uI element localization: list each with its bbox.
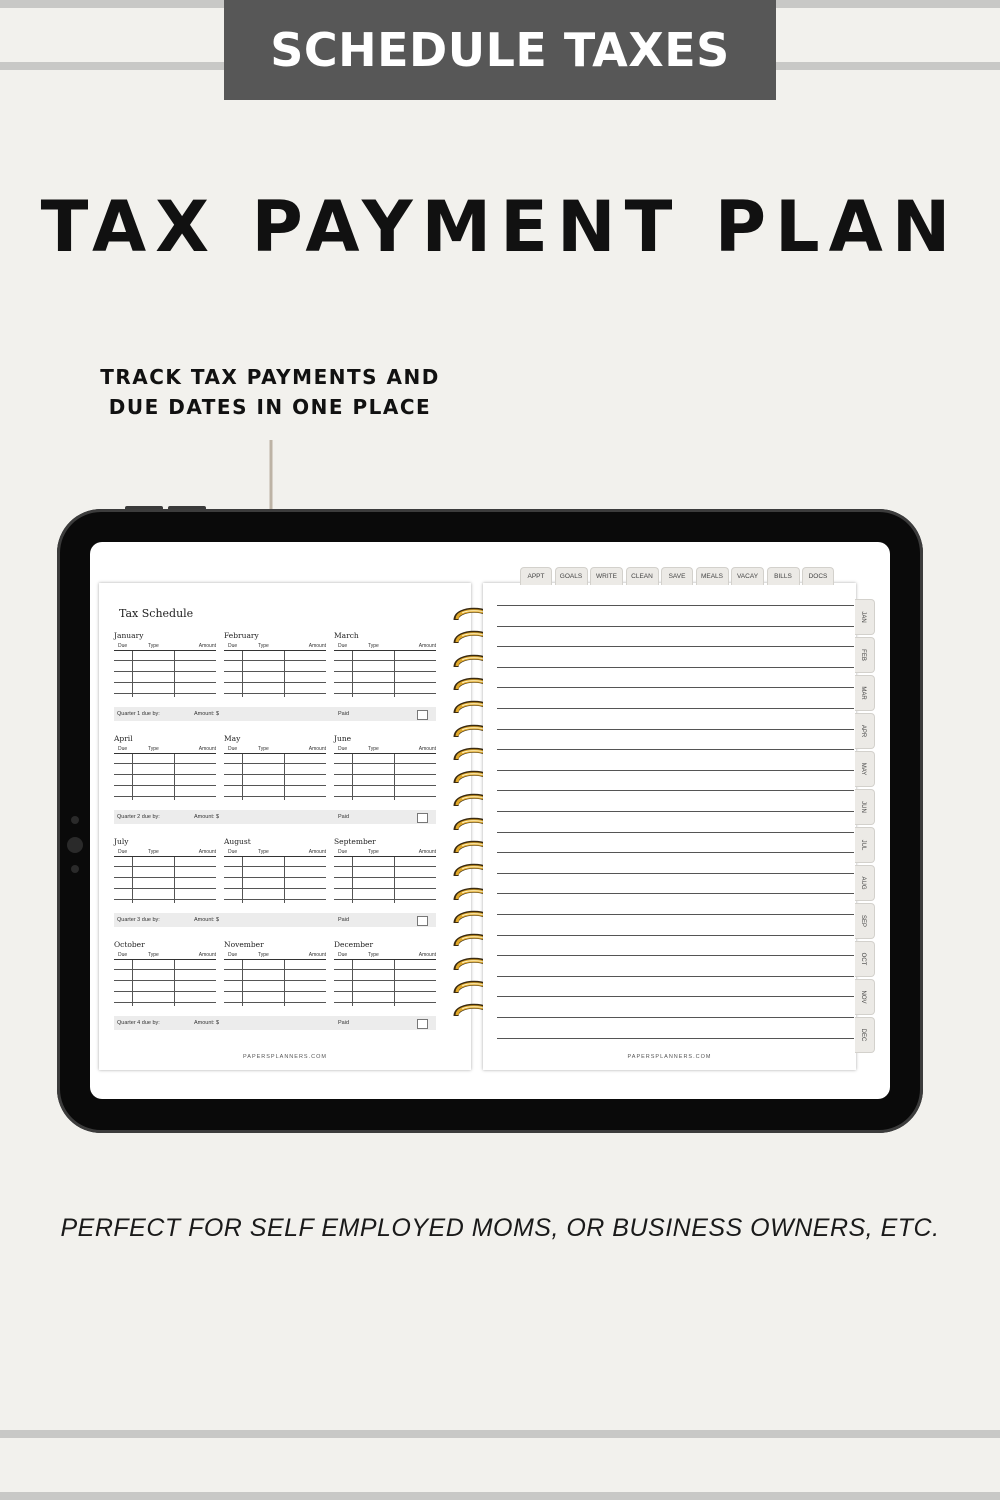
due-header: Due bbox=[118, 849, 128, 855]
grid-line bbox=[224, 774, 326, 775]
due-header: Due bbox=[338, 952, 348, 958]
grid-divider bbox=[174, 857, 175, 903]
type-header: Type bbox=[258, 643, 269, 649]
type-header: Type bbox=[258, 746, 269, 752]
tagline: PERFECT FOR SELF EMPLOYED MOMS, OR BUSINESS OWNERS, ETC. bbox=[60, 1214, 940, 1242]
type-header: Type bbox=[258, 849, 269, 855]
grid-line bbox=[114, 774, 216, 775]
amount-header: Amount bbox=[308, 849, 326, 855]
due-header: Due bbox=[228, 746, 238, 752]
month-name: December bbox=[334, 940, 374, 949]
grid-line bbox=[114, 763, 216, 764]
quarter-bar bbox=[114, 810, 436, 824]
grid-divider bbox=[352, 651, 353, 697]
grid-line bbox=[334, 693, 436, 694]
month-block bbox=[334, 837, 436, 903]
ruled-line bbox=[497, 667, 854, 668]
month-block bbox=[114, 631, 216, 697]
column-headers bbox=[224, 746, 326, 754]
tab-feb[interactable] bbox=[855, 637, 875, 673]
tab-appt[interactable]: APPT bbox=[520, 567, 552, 585]
ruled-line bbox=[497, 770, 854, 771]
month-block bbox=[334, 734, 436, 800]
grid-line bbox=[334, 660, 436, 661]
amount-header: Amount bbox=[418, 849, 436, 855]
tab-bills[interactable]: BILLS bbox=[767, 567, 800, 585]
ruled-line bbox=[497, 646, 854, 647]
tab-meals[interactable]: MEALS bbox=[696, 567, 729, 585]
grid-line bbox=[224, 763, 326, 764]
grid-line bbox=[114, 888, 216, 889]
tab-jun[interactable] bbox=[855, 789, 875, 825]
grid-line bbox=[334, 796, 436, 797]
grid-line bbox=[334, 774, 436, 775]
grid-line bbox=[224, 660, 326, 661]
quarter-amount[interactable]: Amount: $ bbox=[194, 917, 220, 923]
grid-divider bbox=[132, 857, 133, 903]
month-name: July bbox=[114, 837, 129, 846]
type-header: Type bbox=[148, 952, 159, 958]
callout-line-2: DUE DATES IN ONE PLACE bbox=[108, 395, 432, 419]
payment-grid[interactable] bbox=[334, 754, 436, 800]
grid-line bbox=[334, 980, 436, 981]
grid-line bbox=[224, 899, 326, 900]
side-tab-label: DEC bbox=[860, 1028, 866, 1042]
grid-divider bbox=[394, 651, 395, 697]
banner-title: SCHEDULE TAXES bbox=[224, 0, 776, 100]
grid-line bbox=[224, 969, 326, 970]
ruled-line bbox=[497, 914, 854, 915]
side-tab-label: APR bbox=[860, 724, 866, 738]
grid-line bbox=[224, 693, 326, 694]
grid-divider bbox=[242, 960, 243, 1006]
column-headers bbox=[114, 746, 216, 754]
grid-line bbox=[114, 899, 216, 900]
type-header: Type bbox=[148, 643, 159, 649]
grid-line bbox=[114, 660, 216, 661]
due-header: Due bbox=[338, 643, 348, 649]
ruled-line bbox=[497, 996, 854, 997]
amount-header: Amount bbox=[198, 746, 216, 752]
tab-write[interactable]: WRITE bbox=[590, 567, 623, 585]
quarter-label: Quarter 4 due by: bbox=[117, 1020, 160, 1026]
month-block bbox=[224, 734, 326, 800]
side-tab-label: OCT bbox=[860, 952, 866, 966]
month-block bbox=[224, 631, 326, 697]
ruled-line bbox=[497, 976, 854, 977]
type-header: Type bbox=[368, 643, 379, 649]
tab-save[interactable]: SAVE bbox=[661, 567, 693, 585]
quarter-label: Quarter 1 due by: bbox=[117, 711, 160, 717]
column-headers bbox=[114, 952, 216, 960]
month-name: August bbox=[224, 837, 251, 846]
grid-line bbox=[224, 980, 326, 981]
grid-line bbox=[334, 785, 436, 786]
page-title: TAX PAYMENT PLAN bbox=[40, 186, 960, 268]
grid-line bbox=[334, 991, 436, 992]
payment-grid[interactable] bbox=[114, 754, 216, 800]
month-name: May bbox=[224, 734, 241, 743]
grid-line bbox=[224, 796, 326, 797]
grid-divider bbox=[394, 857, 395, 903]
amount-header: Amount bbox=[308, 952, 326, 958]
paid-checkbox[interactable] bbox=[417, 710, 428, 720]
grid-divider bbox=[242, 651, 243, 697]
grid-line bbox=[114, 980, 216, 981]
type-header: Type bbox=[258, 952, 269, 958]
quarter-label: Quarter 3 due by: bbox=[117, 917, 160, 923]
grid-line bbox=[334, 969, 436, 970]
ruled-line bbox=[497, 687, 854, 688]
payment-grid[interactable] bbox=[334, 651, 436, 697]
side-tab-label: JAN bbox=[860, 611, 866, 623]
ruled-line bbox=[497, 1017, 854, 1018]
quarter-bar bbox=[114, 1016, 436, 1030]
tab-oct[interactable] bbox=[855, 941, 875, 977]
quarter-paid-label: Paid bbox=[338, 711, 350, 717]
month-name: January bbox=[114, 631, 144, 640]
grid-line bbox=[334, 671, 436, 672]
due-header: Due bbox=[118, 643, 128, 649]
grid-line bbox=[224, 991, 326, 992]
column-headers bbox=[114, 643, 216, 651]
grid-line bbox=[334, 1002, 436, 1003]
right-page-footer: PAPERSPLANNERS.COM bbox=[627, 1054, 712, 1060]
column-headers bbox=[224, 952, 326, 960]
grid-line bbox=[224, 1002, 326, 1003]
column-headers bbox=[114, 849, 216, 857]
paid-checkbox[interactable] bbox=[417, 1019, 428, 1029]
quarter-paid-label: Paid bbox=[338, 1020, 350, 1026]
bottom-band-inner bbox=[0, 1438, 1000, 1492]
amount-header: Amount bbox=[418, 643, 436, 649]
tab-jan[interactable] bbox=[855, 599, 875, 635]
column-headers bbox=[224, 849, 326, 857]
grid-line bbox=[114, 866, 216, 867]
month-block bbox=[114, 734, 216, 800]
tax-schedule-page bbox=[99, 583, 471, 1070]
month-block bbox=[224, 940, 326, 1006]
month-name: October bbox=[114, 940, 145, 949]
grid-line bbox=[114, 969, 216, 970]
grid-line bbox=[334, 866, 436, 867]
grid-line bbox=[224, 888, 326, 889]
ruled-line bbox=[497, 790, 854, 791]
month-block bbox=[114, 837, 216, 903]
quarter-paid-label: Paid bbox=[338, 917, 350, 923]
grid-divider bbox=[352, 960, 353, 1006]
month-name: September bbox=[334, 837, 376, 846]
payment-grid[interactable] bbox=[224, 960, 326, 1006]
grid-divider bbox=[242, 754, 243, 800]
month-block bbox=[224, 837, 326, 903]
grid-divider bbox=[284, 960, 285, 1006]
grid-line bbox=[224, 682, 326, 683]
grid-line bbox=[334, 888, 436, 889]
type-header: Type bbox=[368, 849, 379, 855]
ruled-line bbox=[497, 893, 854, 894]
ruled-line bbox=[497, 832, 854, 833]
amount-header: Amount bbox=[308, 643, 326, 649]
grid-line bbox=[334, 763, 436, 764]
tab-sep[interactable] bbox=[855, 903, 875, 939]
due-header: Due bbox=[118, 952, 128, 958]
quarter-bar bbox=[114, 707, 436, 721]
month-block bbox=[334, 940, 436, 1006]
callout-text bbox=[60, 362, 480, 422]
side-tab-label: FEB bbox=[860, 649, 866, 661]
month-name: April bbox=[114, 734, 133, 743]
ruled-line bbox=[497, 729, 854, 730]
amount-header: Amount bbox=[418, 746, 436, 752]
paid-checkbox[interactable] bbox=[417, 813, 428, 823]
ruled-line bbox=[497, 605, 854, 606]
tablet-sensor bbox=[71, 865, 79, 873]
payment-grid[interactable] bbox=[224, 857, 326, 903]
payment-grid[interactable] bbox=[224, 754, 326, 800]
payment-grid[interactable] bbox=[114, 960, 216, 1006]
tablet-camera-lens bbox=[67, 837, 83, 853]
left-page-footer: PAPERSPLANNERS.COM bbox=[243, 1054, 327, 1060]
grid-line bbox=[114, 796, 216, 797]
grid-line bbox=[334, 877, 436, 878]
tab-mar[interactable] bbox=[855, 675, 875, 711]
ruled-line bbox=[497, 955, 854, 956]
grid-line bbox=[114, 671, 216, 672]
side-tab-label: JUL bbox=[860, 839, 866, 851]
amount-header: Amount bbox=[198, 849, 216, 855]
tab-docs[interactable]: DOCS bbox=[802, 567, 834, 585]
type-header: Type bbox=[148, 849, 159, 855]
ruled-line bbox=[497, 852, 854, 853]
column-headers bbox=[334, 643, 436, 651]
ruled-line bbox=[497, 708, 854, 709]
due-header: Due bbox=[228, 952, 238, 958]
quarter-amount[interactable]: Amount: $ bbox=[194, 814, 220, 820]
column-headers bbox=[334, 952, 436, 960]
side-tab-label: AUG bbox=[860, 876, 866, 890]
column-headers bbox=[224, 643, 326, 651]
ruled-line bbox=[497, 935, 854, 936]
payment-grid[interactable] bbox=[334, 857, 436, 903]
tab-jul[interactable] bbox=[855, 827, 875, 863]
grid-line bbox=[114, 682, 216, 683]
grid-divider bbox=[132, 960, 133, 1006]
tab-nov[interactable] bbox=[855, 979, 875, 1015]
amount-header: Amount bbox=[198, 952, 216, 958]
grid-line bbox=[114, 991, 216, 992]
column-headers bbox=[334, 746, 436, 754]
due-header: Due bbox=[338, 849, 348, 855]
due-header: Due bbox=[228, 643, 238, 649]
callout-line-1: TRACK TAX PAYMENTS AND bbox=[100, 365, 440, 389]
tab-apr[interactable] bbox=[855, 713, 875, 749]
month-block bbox=[334, 631, 436, 697]
grid-divider bbox=[174, 754, 175, 800]
grid-line bbox=[224, 785, 326, 786]
type-header: Type bbox=[368, 952, 379, 958]
grid-line bbox=[224, 877, 326, 878]
month-name: November bbox=[224, 940, 264, 949]
tablet-screen bbox=[90, 542, 890, 1099]
payment-grid[interactable] bbox=[224, 651, 326, 697]
amount-header: Amount bbox=[198, 643, 216, 649]
amount-header: Amount bbox=[418, 952, 436, 958]
ruled-line bbox=[497, 749, 854, 750]
tax-schedule-title: Tax Schedule bbox=[119, 607, 194, 620]
grid-divider bbox=[352, 857, 353, 903]
grid-line bbox=[114, 693, 216, 694]
side-tab-label: MAY bbox=[860, 762, 866, 776]
side-tab-label: JUN bbox=[860, 801, 866, 813]
due-header: Due bbox=[338, 746, 348, 752]
payment-grid[interactable] bbox=[334, 960, 436, 1006]
quarter-bar bbox=[114, 913, 436, 927]
side-tab-label: MAR bbox=[860, 686, 866, 700]
month-block bbox=[114, 940, 216, 1006]
month-name: March bbox=[334, 631, 359, 640]
tab-aug[interactable] bbox=[855, 865, 875, 901]
due-header: Due bbox=[118, 746, 128, 752]
payment-grid[interactable] bbox=[114, 857, 216, 903]
amount-header: Amount bbox=[308, 746, 326, 752]
grid-line bbox=[114, 1002, 216, 1003]
ruled-line bbox=[497, 811, 854, 812]
side-tab-label: SEP bbox=[860, 914, 866, 927]
tablet-camera bbox=[71, 816, 79, 824]
column-headers bbox=[334, 849, 436, 857]
quarter-label: Quarter 2 due by: bbox=[117, 814, 160, 820]
grid-divider bbox=[352, 754, 353, 800]
tab-clean[interactable]: CLEAN bbox=[626, 567, 659, 585]
grid-line bbox=[114, 785, 216, 786]
tab-vacay[interactable]: VACAY bbox=[731, 567, 764, 585]
grid-line bbox=[334, 682, 436, 683]
grid-divider bbox=[242, 857, 243, 903]
grid-line bbox=[224, 866, 326, 867]
quarter-amount[interactable]: Amount: $ bbox=[194, 711, 220, 717]
grid-divider bbox=[132, 754, 133, 800]
payment-grid[interactable] bbox=[114, 651, 216, 697]
side-tab-label: NOV bbox=[860, 990, 866, 1004]
month-name: June bbox=[334, 734, 352, 743]
grid-line bbox=[114, 877, 216, 878]
grid-divider bbox=[394, 960, 395, 1006]
grid-divider bbox=[174, 960, 175, 1006]
grid-line bbox=[224, 671, 326, 672]
month-name: February bbox=[224, 631, 259, 640]
quarter-paid-label: Paid bbox=[338, 814, 350, 820]
ruled-line bbox=[497, 1038, 854, 1039]
due-header: Due bbox=[228, 849, 238, 855]
grid-divider bbox=[284, 857, 285, 903]
grid-divider bbox=[284, 651, 285, 697]
tab-goals[interactable]: GOALS bbox=[555, 567, 588, 585]
ruled-line bbox=[497, 873, 854, 874]
quarter-amount[interactable]: Amount: $ bbox=[194, 1020, 220, 1026]
grid-divider bbox=[174, 651, 175, 697]
tab-may[interactable] bbox=[855, 751, 875, 787]
grid-divider bbox=[394, 754, 395, 800]
paid-checkbox[interactable] bbox=[417, 916, 428, 926]
type-header: Type bbox=[368, 746, 379, 752]
type-header: Type bbox=[148, 746, 159, 752]
ruled-line bbox=[497, 626, 854, 627]
tab-dec[interactable] bbox=[855, 1017, 875, 1053]
grid-line bbox=[334, 899, 436, 900]
grid-divider bbox=[284, 754, 285, 800]
grid-divider bbox=[132, 651, 133, 697]
